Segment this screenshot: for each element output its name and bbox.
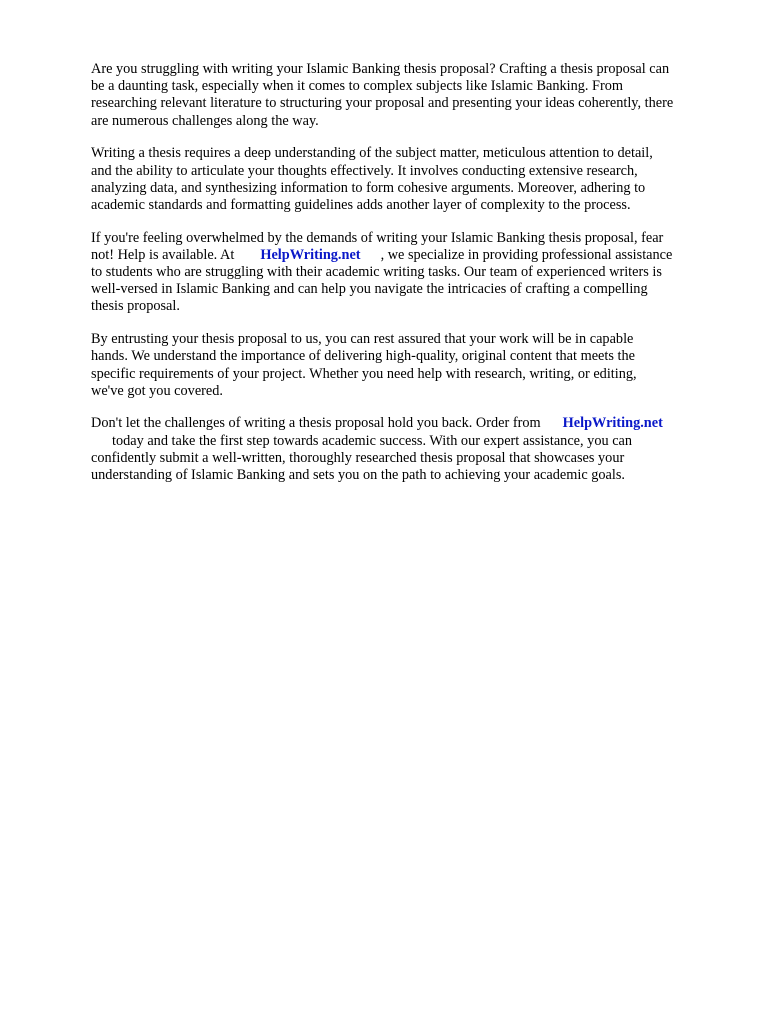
text-line: Are you struggling with writing your Islamic Banking thesis proposal? Crafting a thesis proposal can: [91, 61, 670, 77]
text-line: [91, 415, 731, 432]
text-line: understanding of Islamic Banking and sets you on the path to achieving your academic goals.: [91, 467, 626, 484]
paragraph-intro: [91, 61, 731, 130]
text-line: researching relevant literature to structuring your proposal and presenting your ideas coherently, there: [91, 95, 674, 112]
text-line: and the ability to articulate your thoughts effectively. It involves conducting extensive research,: [91, 162, 638, 179]
text-line: hands. We understand the importance of delivering high-quality, original content that meets the: [91, 348, 635, 365]
text-fragment: not! Help is available. At: [91, 246, 235, 263]
text-line: to students who are struggling with their academic writing tasks. Our team of experienced writers is: [91, 264, 662, 281]
document-body: [91, 61, 731, 500]
helpwriting-link[interactable]: HelpWriting.net: [562, 415, 663, 432]
text-line: By entrusting your thesis proposal to us, you can rest assured that your work will be in capable: [91, 331, 634, 348]
text-fragment: today and take the first step towards academic success. With our expert assistance, you can: [112, 432, 633, 449]
text-line: Writing a thesis requires a deep understanding of the subject matter, meticulous attention to detail,: [91, 145, 653, 162]
text-fragment: , we specialize in providing professional assistance: [380, 246, 673, 263]
text-line: confidently submit a well-written, thoroughly researched thesis proposal that showcases your: [91, 449, 625, 466]
text-line: [91, 247, 731, 264]
text-line: If you're feeling overwhelmed by the demands of writing your Islamic Banking thesis proposal, fear: [91, 229, 664, 246]
paragraph-call-to-action: [91, 415, 731, 484]
text-fragment: Don't let the challenges of writing a thesis proposal hold you back. Order from: [91, 415, 541, 432]
paragraph-trust: [91, 331, 731, 400]
text-line: academic standards and formatting guidelines adds another layer of complexity to the process.: [91, 196, 631, 213]
text-line: [91, 433, 731, 450]
text-line: be a daunting task, especially when it comes to complex subjects like Islamic Banking. From: [91, 78, 624, 95]
text-line: analyzing data, and synthesizing information to form cohesive arguments. Moreover, adhering to: [91, 179, 646, 196]
paragraph-requirements: [91, 145, 731, 214]
text-line: thesis proposal.: [91, 298, 180, 315]
text-line: we've got you covered.: [91, 382, 223, 399]
helpwriting-link[interactable]: HelpWriting.net: [260, 246, 361, 263]
text-line: specific requirements of your project. Whether you need help with research, writing, or editing,: [91, 365, 637, 382]
text-line: well-versed in Islamic Banking and can help you navigate the intricacies of crafting a compelling: [91, 281, 648, 298]
paragraph-help: [91, 230, 731, 316]
text-line: are numerous challenges along the way.: [91, 112, 319, 129]
